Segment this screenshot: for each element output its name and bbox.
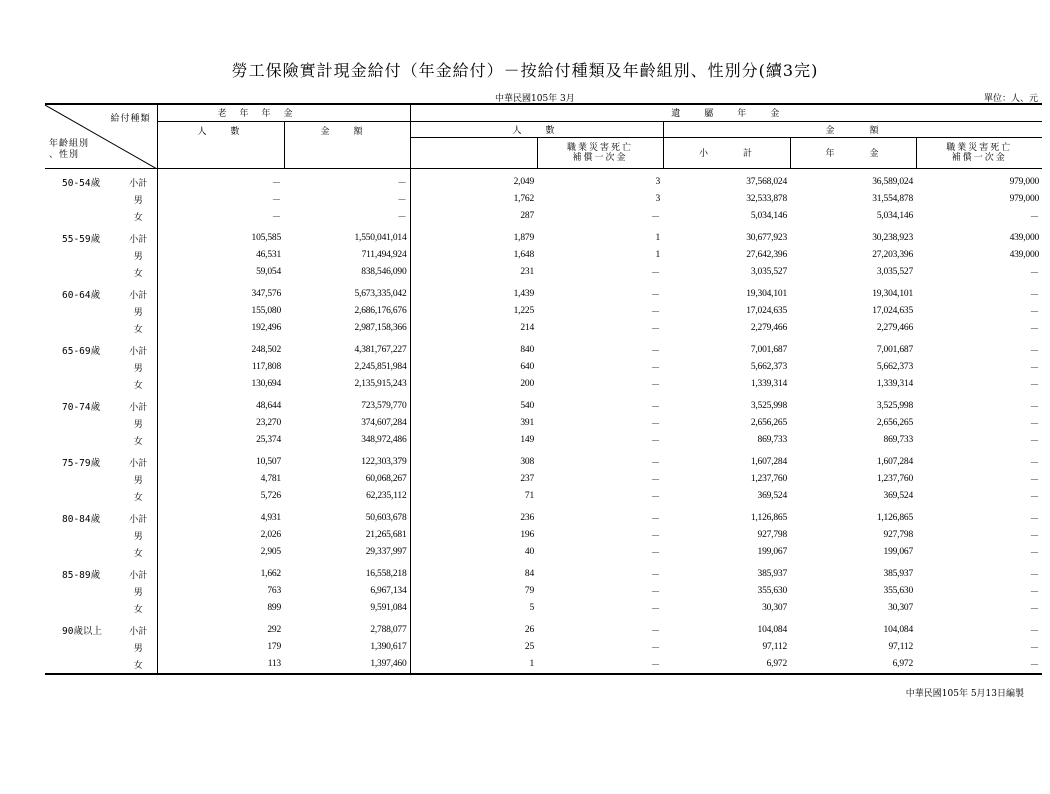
survivor-persons-cell: 2,049 — [513, 177, 535, 187]
age-group-cell: 85-89歲 — [62, 570, 101, 581]
table-body — [45, 168, 1042, 674]
survivor-persons-cell: 25 — [524, 642, 535, 652]
old-age-persons-cell: 25,374 — [256, 435, 281, 445]
old-age-pension-header: 老 年 年 金 — [157, 104, 410, 121]
survivor-occ-death-amount-cell: － — [1029, 492, 1040, 503]
sex-cell: 小計 — [120, 454, 157, 471]
corner-bottom-label — [49, 139, 89, 161]
age-group-cell — [45, 264, 120, 281]
survivor-persons-cell: 236 — [520, 513, 535, 523]
old-age-amount-cell: 50,603,678 — [284, 510, 410, 527]
survivor-amount-subtotal-cell: 30,677,923 — [746, 233, 788, 243]
survivor-amount-subtotal-cell: 97,112 — [762, 642, 788, 652]
survivor-occ-death-amount-cell: － — [1029, 626, 1040, 637]
survivor-persons-cell: 196 — [520, 530, 535, 540]
survivor-persons-cell: 5 — [529, 603, 535, 613]
old-age-persons-cell: 155,080 — [251, 306, 281, 316]
old-age-amount-cell: 348,972,486 — [284, 432, 410, 449]
age-group-cell: 60-64歲 — [62, 290, 101, 301]
sex-cell: 男 — [120, 247, 157, 264]
old-age-amount-cell: 723,579,770 — [284, 398, 410, 415]
survivor-occ-death-persons-cell: － — [650, 212, 661, 223]
survivor-persons-cell: 1,439 — [513, 289, 535, 299]
age-group-cell — [45, 376, 120, 393]
old-age-persons-cell: 292 — [267, 625, 281, 635]
table-row — [45, 174, 1042, 191]
age-group-cell: 90歲以上 — [62, 626, 102, 637]
survivor-persons-cell: 200 — [520, 379, 535, 389]
sex-cell: 男 — [120, 583, 157, 600]
age-group-cell — [45, 191, 120, 208]
sex-cell: 男 — [120, 471, 157, 488]
survivor-occ-death-persons-cell: － — [650, 268, 661, 279]
table-header — [45, 104, 1042, 168]
sex-cell: 小計 — [120, 230, 157, 247]
survivor-pension-amount-cell: 30,238,923 — [872, 233, 914, 243]
survivor-pension-header: 遺 屬 年 金 — [410, 104, 1042, 121]
survivor-occ-death-amount-cell: － — [1029, 380, 1040, 391]
survivor-occ-death-amount-cell: 979,000 — [1009, 194, 1040, 204]
survivor-persons-cell: 84 — [524, 569, 535, 579]
sex-cell: 女 — [120, 376, 157, 393]
table-row — [45, 415, 1042, 432]
old-age-amount-cell: 5,673,335,042 — [284, 286, 410, 303]
sex-cell: 小計 — [120, 622, 157, 639]
survivor-pension-amount-cell: 6,972 — [790, 656, 916, 674]
old-age-amount-cell: 1,550,041,014 — [284, 230, 410, 247]
survivor-pension-amount-cell: 30,307 — [888, 603, 914, 613]
survivor-occ-death-persons-cell: － — [650, 436, 661, 447]
survivor-amount-subtotal-cell: 385,937 — [757, 569, 788, 579]
old-age-persons-header: 人 數 — [157, 121, 284, 168]
age-group-cell — [45, 303, 120, 320]
old-age-persons-cell: 117,808 — [251, 362, 281, 372]
survivor-persons-cell: 231 — [520, 267, 535, 277]
age-group-cell — [45, 639, 120, 656]
age-group-cell — [45, 656, 120, 674]
survivor-pension-amount-cell: 1,607,284 — [876, 457, 914, 467]
old-age-amount-cell: 29,337,997 — [284, 544, 410, 561]
survivor-persons-header: 人 數 — [410, 121, 663, 137]
survivor-occ-death-amount-cell: － — [1029, 436, 1040, 447]
survivor-amount-subtotal-cell: 6,972 — [663, 656, 790, 674]
survivor-amount-subtotal-cell: 7,001,687 — [750, 345, 788, 355]
survivor-amount-subtotal-cell: 1,339,314 — [750, 379, 788, 389]
survivor-amount-subtotal-cell: 3,035,527 — [750, 267, 788, 277]
old-age-amount-cell: 9,591,084 — [284, 600, 410, 617]
old-age-amount-cell: 62,235,112 — [284, 488, 410, 505]
survivor-amount-subtotal-cell: 869,733 — [757, 435, 788, 445]
table-row — [45, 264, 1042, 281]
table-row — [45, 527, 1042, 544]
survivor-occ-death-persons-cell: － — [650, 548, 661, 559]
sex-cell: 小計 — [120, 510, 157, 527]
survivor-occ-death-amount-cell: － — [916, 656, 1042, 674]
survivor-occ-death-amount-cell: － — [1029, 212, 1040, 223]
survivor-pension-amount-cell: 199,067 — [883, 547, 914, 557]
survivor-occ-death-persons-cell: 1 — [655, 233, 661, 243]
sex-cell: 女 — [120, 208, 157, 225]
survivor-persons-cell: 1,225 — [513, 306, 535, 316]
old-age-persons-cell: 899 — [267, 603, 281, 613]
sex-cell: 女 — [120, 656, 157, 674]
survivor-occ-death-amount-cell: 979,000 — [1009, 177, 1040, 187]
survivor-occ-death-persons-cell: － — [650, 290, 661, 301]
survivor-pension-amount-cell: 7,001,687 — [876, 345, 914, 355]
old-age-amount-cell: 2,135,915,243 — [284, 376, 410, 393]
survivor-occ-death-persons-cell: － — [650, 514, 661, 525]
survivor-amount-subtotal-header: 小 計 — [663, 137, 790, 168]
survivor-persons-subtotal-header — [410, 137, 537, 168]
age-group-cell: 55-59歲 — [62, 234, 101, 245]
survivor-amount-subtotal-cell: 1,237,760 — [750, 474, 788, 484]
age-group-cell — [45, 247, 120, 264]
survivor-occ-death-persons-cell: － — [650, 587, 661, 598]
survivor-occ-death-persons-cell: － — [650, 363, 661, 374]
survivor-amount-subtotal-cell: 927,798 — [757, 530, 788, 540]
table-row — [45, 471, 1042, 488]
survivor-amount-subtotal-cell: 19,304,101 — [746, 289, 788, 299]
survivor-amount-subtotal-cell: 37,568,024 — [746, 177, 788, 187]
old-age-amount-cell: － — [284, 191, 410, 208]
age-group-cell — [45, 432, 120, 449]
old-age-persons-cell: 59,054 — [256, 267, 281, 277]
old-age-amount-cell: 711,494,924 — [284, 247, 410, 264]
occ-death-persons-line1: 職業災害死亡 — [567, 142, 634, 153]
sex-cell: 男 — [120, 191, 157, 208]
old-age-persons-cell: 5,726 — [260, 491, 281, 501]
old-age-persons-cell: 113 — [157, 656, 284, 674]
old-age-amount-cell: 16,558,218 — [284, 566, 410, 583]
old-age-persons-cell: － — [271, 195, 281, 206]
table-row — [45, 566, 1042, 583]
survivor-amount-subtotal-cell: 1,607,284 — [750, 457, 788, 467]
old-age-persons-cell: 179 — [267, 642, 281, 652]
age-group-cell — [45, 600, 120, 617]
survivor-amount-subtotal-cell: 5,034,146 — [750, 211, 788, 221]
survivor-pension-amount-cell: 97,112 — [888, 642, 914, 652]
old-age-amount-cell: 21,265,681 — [284, 527, 410, 544]
table-row — [45, 639, 1042, 656]
survivor-occ-death-amount-cell: 439,000 — [1009, 250, 1040, 260]
survivor-amount-subtotal-cell: 3,525,998 — [750, 401, 788, 411]
survivor-amount-subtotal-cell: 30,307 — [762, 603, 788, 613]
old-age-amount-cell: 122,303,379 — [284, 454, 410, 471]
old-age-persons-cell: 2,905 — [260, 547, 281, 557]
corner-header-cell — [45, 104, 157, 168]
survivor-occ-death-persons-cell: － — [650, 643, 661, 654]
survivor-occ-death-amount-cell: － — [1029, 514, 1040, 525]
age-group-cell: 75-79歲 — [62, 458, 101, 469]
table-row — [45, 191, 1042, 208]
survivor-occ-death-persons-cell: － — [650, 324, 661, 335]
table-row — [45, 320, 1042, 337]
survivor-pension-amount-cell: 104,084 — [883, 625, 914, 635]
survivor-occ-death-amount-cell: － — [1029, 570, 1040, 581]
table-row — [45, 432, 1042, 449]
survivor-amount-header: 金 額 — [663, 121, 1042, 137]
compile-date-footnote: 中華民國105年 5月13日編製 — [905, 689, 1024, 699]
table-row — [45, 398, 1042, 415]
survivor-pension-amount-cell: 2,279,466 — [876, 323, 914, 333]
old-age-persons-cell: 105,585 — [251, 233, 281, 243]
report-date: 中華民國105年 3月 — [495, 94, 575, 104]
survivor-pension-amount-cell: 5,662,373 — [876, 362, 914, 372]
occ-death-persons-line2: 補償一次金 — [572, 152, 628, 163]
survivor-amount-subtotal-cell: 369,524 — [757, 491, 788, 501]
survivor-occ-death-persons-cell: － — [650, 346, 661, 357]
survivor-occ-death-persons-cell: － — [650, 626, 661, 637]
survivor-amount-subtotal-cell: 1,126,865 — [750, 513, 788, 523]
survivor-pension-amount-cell: 869,733 — [883, 435, 914, 445]
old-age-amount-cell: － — [284, 174, 410, 191]
survivor-persons-cell: 840 — [520, 345, 535, 355]
survivor-pension-amount-cell: 1,237,760 — [876, 474, 914, 484]
old-age-amount-cell: 838,546,090 — [284, 264, 410, 281]
survivor-occ-death-persons-cell: 3 — [655, 177, 661, 187]
survivor-amount-subtotal-cell: 355,630 — [757, 586, 788, 596]
survivor-occ-death-amount-cell: － — [1029, 587, 1040, 598]
old-age-persons-cell: 2,026 — [260, 530, 281, 540]
corner-top-label: 給付種類 — [110, 114, 151, 124]
survivor-amount-subtotal-cell: 27,642,396 — [746, 250, 788, 260]
table-row — [45, 230, 1042, 247]
survivor-occ-death-amount-cell: － — [1029, 643, 1040, 654]
survivor-pension-amount-cell: 355,630 — [883, 586, 914, 596]
survivor-occ-death-amount-header — [916, 137, 1042, 168]
old-age-amount-cell: － — [284, 208, 410, 225]
survivor-persons-cell: 391 — [520, 418, 535, 428]
survivor-pension-amount-cell: 1,339,314 — [876, 379, 914, 389]
sex-cell: 小計 — [120, 398, 157, 415]
survivor-persons-cell: 26 — [524, 625, 535, 635]
table-row — [45, 208, 1042, 225]
table-row — [45, 600, 1042, 617]
sex-cell: 女 — [120, 488, 157, 505]
survivor-amount-subtotal-cell: 2,279,466 — [750, 323, 788, 333]
table-row — [45, 342, 1042, 359]
survivor-amount-subtotal-cell: 199,067 — [757, 547, 788, 557]
survivor-amount-pension-header: 年 金 — [790, 137, 916, 168]
age-group-cell — [45, 527, 120, 544]
survivor-occ-death-persons-cell: － — [650, 492, 661, 503]
old-age-amount-cell: 2,987,158,366 — [284, 320, 410, 337]
survivor-amount-subtotal-cell: 2,656,265 — [750, 418, 788, 428]
table-row — [45, 376, 1042, 393]
survivor-persons-cell: 1 — [410, 656, 537, 674]
survivor-persons-cell: 540 — [520, 401, 535, 411]
old-age-amount-cell: 4,381,767,227 — [284, 342, 410, 359]
table-row — [45, 656, 1042, 674]
table-row — [45, 454, 1042, 471]
corner-bottom-line1: 年齡組別 — [49, 139, 90, 149]
old-age-amount-cell: 374,607,284 — [284, 415, 410, 432]
survivor-amount-subtotal-cell: 32,533,878 — [746, 194, 788, 204]
sex-cell: 女 — [120, 544, 157, 561]
old-age-amount-cell: 2,245,851,984 — [284, 359, 410, 376]
table-row — [45, 303, 1042, 320]
age-group-cell — [45, 415, 120, 432]
sex-cell: 女 — [120, 320, 157, 337]
sex-cell: 小計 — [120, 286, 157, 303]
old-age-persons-cell: 4,931 — [260, 513, 281, 523]
age-group-cell: 80-84歲 — [62, 514, 101, 525]
age-group-cell — [45, 471, 120, 488]
old-age-persons-cell: 10,507 — [256, 457, 281, 467]
survivor-amount-subtotal-cell: 104,084 — [757, 625, 788, 635]
survivor-persons-cell: 1,762 — [513, 194, 535, 204]
occ-death-amount-line2: 補償一次金 — [951, 152, 1007, 163]
survivor-occ-death-amount-cell: － — [1029, 324, 1040, 335]
survivor-occ-death-amount-cell: － — [1029, 402, 1040, 413]
survivor-pension-amount-cell: 385,937 — [883, 569, 914, 579]
survivor-occ-death-persons-cell: 1 — [655, 250, 661, 260]
survivor-occ-death-amount-cell: － — [1029, 363, 1040, 374]
survivor-occ-death-persons-cell: － — [650, 419, 661, 430]
old-age-persons-cell: － — [271, 178, 281, 189]
survivor-pension-amount-cell: 1,126,865 — [876, 513, 914, 523]
sex-cell: 男 — [120, 415, 157, 432]
old-age-persons-cell: 46,531 — [256, 250, 281, 260]
sex-cell: 小計 — [120, 566, 157, 583]
survivor-occ-death-amount-cell: 439,000 — [1009, 233, 1040, 243]
age-group-cell — [45, 488, 120, 505]
age-group-cell — [45, 208, 120, 225]
age-group-cell — [45, 320, 120, 337]
survivor-occ-death-persons-cell: － — [650, 475, 661, 486]
survivor-persons-cell: 149 — [520, 435, 535, 445]
survivor-occ-death-persons-cell: － — [650, 402, 661, 413]
survivor-occ-death-amount-cell: － — [1029, 346, 1040, 357]
survivor-occ-death-amount-cell: － — [1029, 290, 1040, 301]
sex-cell: 男 — [120, 527, 157, 544]
old-age-amount-cell: 2,686,176,676 — [284, 303, 410, 320]
survivor-persons-cell: 308 — [520, 457, 535, 467]
survivor-occ-death-amount-cell: － — [1029, 548, 1040, 559]
age-group-cell: 70-74歲 — [62, 402, 101, 413]
survivor-occ-death-persons-cell: － — [650, 531, 661, 542]
old-age-amount-header: 金 額 — [284, 121, 410, 168]
survivor-occ-death-persons-cell: 3 — [655, 194, 661, 204]
sex-cell: 女 — [120, 264, 157, 281]
survivor-pension-amount-cell: 27,203,396 — [872, 250, 914, 260]
table-row — [45, 622, 1042, 639]
table-row — [45, 583, 1042, 600]
old-age-amount-cell: 1,397,460 — [284, 656, 410, 674]
survivor-occ-death-amount-cell: － — [1029, 458, 1040, 469]
survivor-persons-cell: 1,648 — [513, 250, 535, 260]
survivor-persons-cell: 287 — [520, 211, 535, 221]
age-group-cell: 65-69歲 — [62, 346, 101, 357]
old-age-persons-cell: 23,270 — [256, 418, 281, 428]
corner-bottom-line2: 、性別 — [49, 150, 80, 160]
survivor-persons-cell: 40 — [524, 547, 535, 557]
survivor-occ-death-persons-cell: － — [650, 458, 661, 469]
table-row — [45, 510, 1042, 527]
old-age-persons-cell: 347,576 — [251, 289, 281, 299]
old-age-amount-cell: 2,788,077 — [284, 622, 410, 639]
old-age-persons-cell: 1,662 — [260, 569, 281, 579]
sex-cell: 女 — [120, 432, 157, 449]
table-row — [45, 488, 1042, 505]
sex-cell: 男 — [120, 303, 157, 320]
sex-cell: 女 — [120, 600, 157, 617]
survivor-persons-cell: 640 — [520, 362, 535, 372]
survivor-occ-death-amount-cell: － — [1029, 531, 1040, 542]
survivor-persons-cell: 71 — [524, 491, 535, 501]
old-age-persons-cell: 4,781 — [260, 474, 281, 484]
survivor-occ-death-amount-cell: － — [1029, 475, 1040, 486]
survivor-occ-death-amount-cell: － — [1029, 307, 1040, 318]
survivor-pension-amount-cell: 17,024,635 — [872, 306, 914, 316]
table-row — [45, 247, 1042, 264]
sex-cell: 小計 — [120, 342, 157, 359]
report-title: 勞工保險實計現金給付（年金給付）－按給付種類及年齡組別、性別分(續3完) — [231, 61, 819, 80]
survivor-pension-amount-cell: 5,034,146 — [876, 211, 914, 221]
occ-death-amount-line1: 職業災害死亡 — [946, 142, 1013, 153]
age-group-cell — [45, 359, 120, 376]
table-row — [45, 544, 1042, 561]
survivor-occ-death-amount-cell: － — [1029, 604, 1040, 615]
survivor-persons-cell: 237 — [520, 474, 535, 484]
old-age-amount-cell: 6,967,134 — [284, 583, 410, 600]
old-age-amount-cell: 1,390,617 — [284, 639, 410, 656]
survivor-occ-death-amount-cell: － — [1029, 268, 1040, 279]
old-age-persons-cell: 248,502 — [251, 345, 281, 355]
survivor-pension-amount-cell: 19,304,101 — [872, 289, 914, 299]
sex-cell: 男 — [120, 359, 157, 376]
sex-cell: 男 — [120, 639, 157, 656]
table-row — [45, 286, 1042, 303]
survivor-occ-death-amount-cell: － — [1029, 419, 1040, 430]
old-age-persons-cell: 48,644 — [256, 401, 281, 411]
survivor-occ-death-persons-cell: － — [650, 604, 661, 615]
survivor-persons-cell: 79 — [524, 586, 535, 596]
survivor-occ-death-persons-header — [537, 137, 663, 168]
survivor-occ-death-persons-cell: － — [650, 570, 661, 581]
survivor-pension-amount-cell: 31,554,878 — [872, 194, 914, 204]
survivor-pension-amount-cell: 3,525,998 — [876, 401, 914, 411]
survivor-persons-cell: 1,879 — [513, 233, 535, 243]
old-age-persons-cell: － — [271, 212, 281, 223]
survivor-persons-cell: 214 — [520, 323, 535, 333]
age-group-cell — [45, 583, 120, 600]
unit-label: 單位：人、元 — [983, 94, 1038, 104]
survivor-pension-amount-cell: 2,656,265 — [876, 418, 914, 428]
old-age-amount-cell: 60,068,267 — [284, 471, 410, 488]
sex-cell: 小計 — [120, 174, 157, 191]
table-row — [45, 359, 1042, 376]
survivor-occ-death-persons-cell: － — [650, 380, 661, 391]
old-age-persons-cell: 192,496 — [251, 323, 281, 333]
pension-statistics-table — [45, 103, 1042, 675]
survivor-pension-amount-cell: 927,798 — [883, 530, 914, 540]
survivor-occ-death-persons-cell: － — [537, 656, 663, 674]
survivor-pension-amount-cell: 3,035,527 — [876, 267, 914, 277]
survivor-pension-amount-cell: 369,524 — [883, 491, 914, 501]
survivor-pension-amount-cell: 36,589,024 — [872, 177, 914, 187]
survivor-amount-subtotal-cell: 5,662,373 — [750, 362, 788, 372]
age-group-cell: 50-54歲 — [62, 178, 101, 189]
survivor-amount-subtotal-cell: 17,024,635 — [746, 306, 788, 316]
old-age-persons-cell: 763 — [267, 586, 281, 596]
survivor-occ-death-persons-cell: － — [650, 307, 661, 318]
old-age-persons-cell: 130,694 — [251, 379, 281, 389]
age-group-cell — [45, 544, 120, 561]
